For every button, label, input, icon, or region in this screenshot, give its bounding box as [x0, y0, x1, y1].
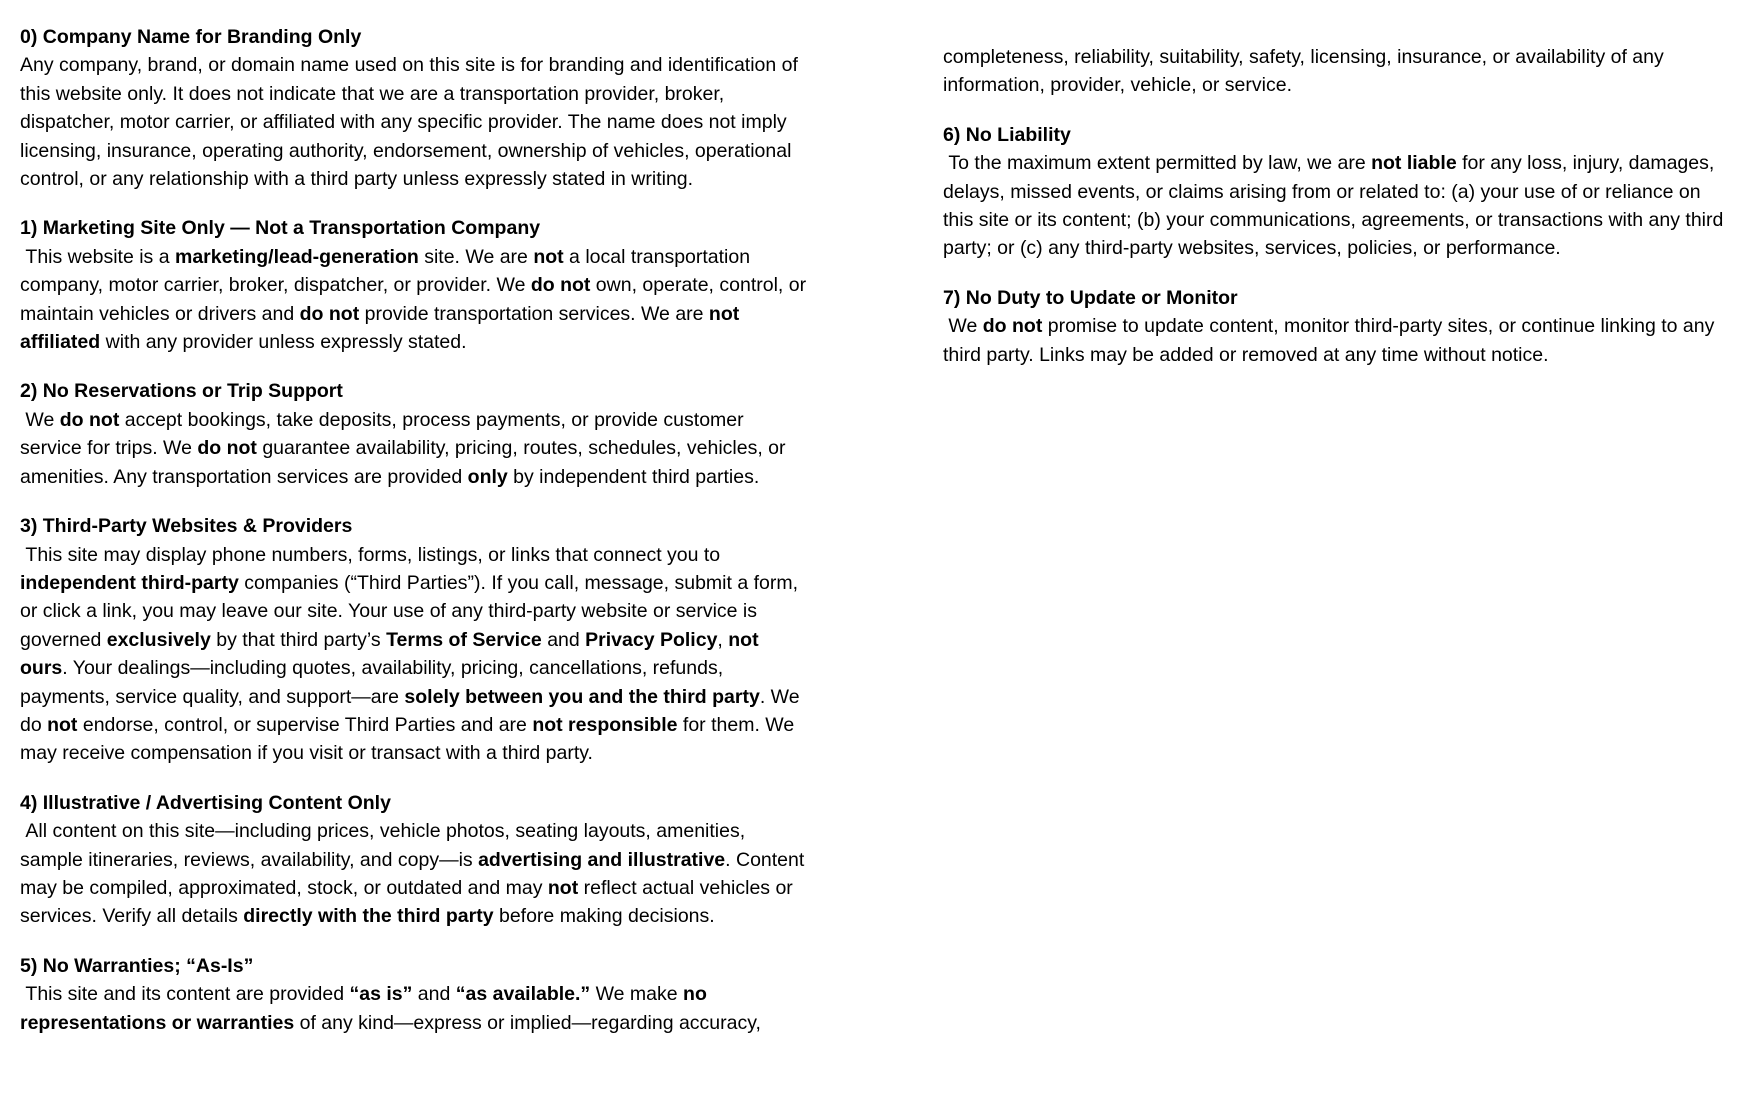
left-column	[20, 23, 810, 1058]
disclaimer-section	[943, 284, 1733, 369]
section-heading: 3) Third-Party Websites & Providers	[20, 515, 353, 538]
section-heading: 6) No Liability	[943, 123, 1071, 146]
section-body: completeness, reliability, suitability, safety, licensing, insurance, or availability of any information, provider, vehicle, or service.	[943, 46, 1670, 97]
disclaimer-section	[20, 512, 810, 768]
section-body: All content on this site—including prices, vehicle photos, seating layouts, amenities, sample itineraries, reviews, availability, and copy—is advertising and illustrative. Content may be compiled, approximated, stock, or outdated and may not reflect actual vehicles or services. Verify all details directly with the third party before making decisions.	[20, 820, 810, 928]
section-heading: 7) No Duty to Update or Monitor	[943, 286, 1238, 309]
disclaimer-section	[20, 789, 810, 931]
section-body: This site and its content are provided “as is” and “as available.” We make no representations or warranties of any kind—express or implied—regarding accuracy,	[20, 983, 761, 1034]
section-heading: 5) No Warranties; “As-Is”	[20, 954, 254, 977]
section-heading: 1) Marketing Site Only — Not a Transportation Company	[20, 217, 541, 240]
disclaimer-section	[20, 23, 810, 193]
disclaimer-section	[20, 952, 810, 1037]
disclaimer-section	[20, 214, 810, 356]
disclaimer-section	[943, 43, 1733, 100]
section-body: This site may display phone numbers, forms, listings, or links that connect you to independent third-party companies (“Third Parties”). If you call, message, submit a form, or click a link, you may leave our site. Your use of any third-party website or service is governed exclusively by that third party’s Terms of Service and Privacy Policy, not ours. Your dealings—including quotes, availability, pricing, cancellations, refunds, payments, service quality, and support—are solely between you and the third party. We do not endorse, control, or supervise Third Parties and are not responsible for them. We may receive compensation if you visit or transact with a third party.	[20, 543, 805, 765]
disclaimer-section	[943, 121, 1733, 263]
section-body: We do not accept bookings, take deposits, process payments, or provide customer service for trips. We do not guarantee availability, pricing, routes, schedules, vehicles, or amenities. Any transportation services are provided only by independent third parties.	[20, 408, 791, 488]
section-body: To the maximum extent permitted by law, we are not liable for any loss, injury, damages, delays, missed events, or claims arising from or related to: (a) your use of or reliance on this site or its content; (b) your communications, agreements, or transactions with any third party; or (c) any third-party websites, services, policies, or performance.	[943, 152, 1729, 260]
section-heading: 4) Illustrative / Advertising Content Only	[20, 791, 391, 814]
section-heading: 0) Company Name for Branding Only	[20, 26, 362, 48]
section-body: We do not promise to update content, monitor third-party sites, or continue linking to any third party. Links may be added or removed at any time without notice.	[943, 315, 1720, 366]
right-column	[943, 23, 1733, 390]
section-body: This website is a marketing/lead-generation site. We are not a local transportation company, motor carrier, broker, dispatcher, or provider. We do not own, operate, control, or maintain vehicles or drivers and do not provide transportation services. We are not affiliated with any provider unless expressly stated.	[20, 245, 812, 354]
disclaimer-section	[20, 377, 810, 491]
section-body: Any company, brand, or domain name used on this site is for branding and identification of this website only. It does not indicate that we are a transportation provider, broker, dispatcher, motor carrier, or affiliated with any specific provider. The name does not imply licensing, insurance, operating authority, endorsement, ownership of vehicles, operational control, or any relationship with a third party unless expressly stated in writing.	[20, 54, 804, 191]
section-heading: 2) No Reservations or Trip Support	[20, 380, 343, 403]
